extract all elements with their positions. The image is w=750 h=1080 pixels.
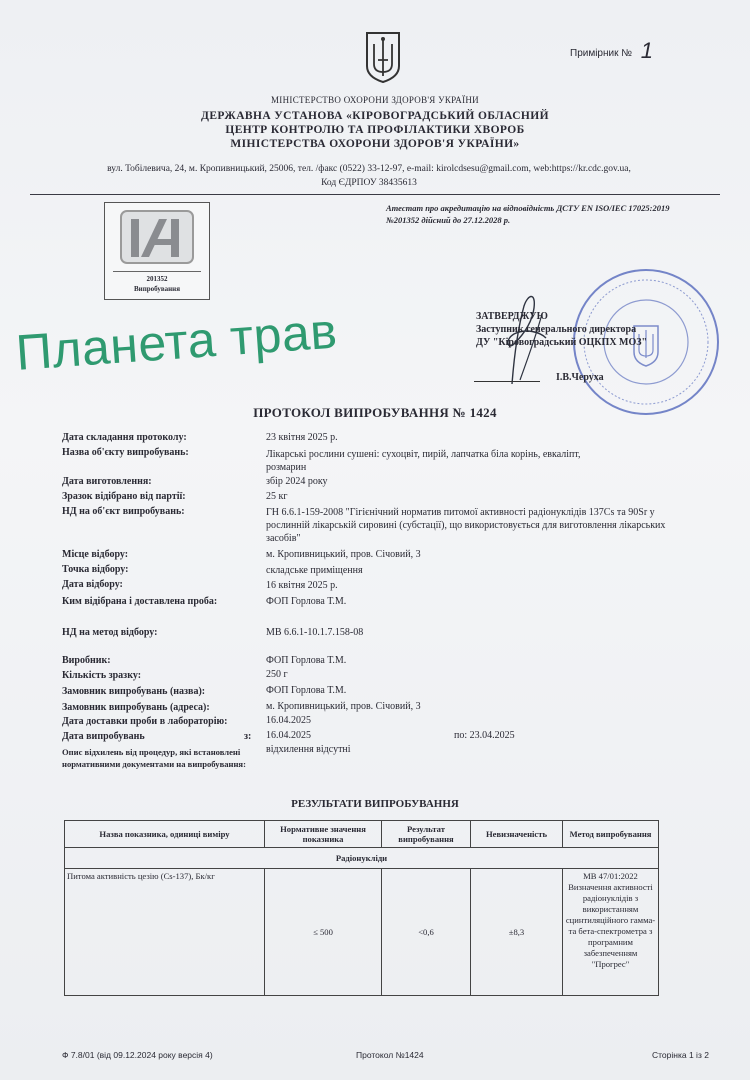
field-label: НД на об'єкт випробувань: xyxy=(62,506,185,517)
attestation-line-2: №201352 дійсний до 27.12.2028 р. xyxy=(386,215,511,225)
field-value: 25 кг xyxy=(266,491,288,502)
field-value: ФОП Горлова Т.М. xyxy=(266,596,347,607)
edrpou-code: Код ЄДРПОУ 38435613 xyxy=(321,178,417,188)
table-header-row xyxy=(65,821,659,848)
field-label: Дата виготовлення: xyxy=(62,476,152,487)
field-value: ФОП Горлова Т.М. xyxy=(266,655,347,666)
field-label: Дата випробувань xyxy=(62,731,145,742)
address-block xyxy=(34,162,704,190)
copy-label: Примірник № xyxy=(570,48,632,59)
logo-divider xyxy=(113,271,201,272)
results-title: РЕЗУЛЬТАТИ ВИПРОБУВАННЯ xyxy=(291,798,459,810)
field-label: НД на метод відбору: xyxy=(62,627,158,638)
approval-block xyxy=(476,310,647,349)
watermark-text: Планета трав xyxy=(14,302,339,381)
header-divider xyxy=(30,194,720,195)
field-label: Замовник випробувань (назва): xyxy=(62,686,206,697)
test-date-to-value: 23.04.2025 xyxy=(469,730,515,741)
field-value: відхилення відсутні xyxy=(266,744,351,755)
cell-method xyxy=(563,869,659,996)
attestation-text xyxy=(386,202,716,226)
copy-number xyxy=(570,36,653,62)
cell-norm: ≤ 500 xyxy=(265,869,382,996)
test-date-from-suffix: з: xyxy=(244,731,252,742)
column-header: Невизначеність xyxy=(471,821,563,848)
ministry-line: МІНІСТЕРСТВО ОХОРОНИ ЗДОРОВ'Я УКРАЇНИ xyxy=(271,95,479,105)
field-value: м. Кропивницький, пров. Січовий, 3 xyxy=(266,549,421,560)
table-row xyxy=(65,869,659,996)
copy-number-value: 1 xyxy=(640,38,654,63)
field-label: Кількість зразку: xyxy=(62,670,142,681)
cell-uncertainty: ±8,3 xyxy=(471,869,563,996)
footer-protocol: Протокол №1424 xyxy=(356,1050,424,1060)
field-value: 16.04.2025 xyxy=(266,715,311,726)
field-label: Ким відібрана і доставлена проба: xyxy=(62,596,218,607)
field-value: м. Кропивницький, пров. Січовий, 3 xyxy=(266,701,421,712)
logo-number: 201352 xyxy=(146,275,168,283)
method-code: МВ 47/01:2022 xyxy=(583,871,638,881)
logo-label: Випробування xyxy=(134,285,180,293)
column-header: Метод випробування xyxy=(563,821,659,848)
field-label: Зразок відібрано від партії: xyxy=(62,491,186,502)
field-value: 16 квітня 2025 р. xyxy=(266,580,338,591)
footer-form: Ф 7.8/01 (від 09.12.2024 року версія 4) xyxy=(62,1050,213,1060)
approval-title: ЗАТВЕРДЖУЮ xyxy=(476,311,548,322)
field-value: збір 2024 року xyxy=(266,476,328,487)
field-value: ФОП Горлова Т.М. xyxy=(266,685,347,696)
field-label: Дата відбору: xyxy=(62,579,123,590)
table-section-row xyxy=(65,848,659,869)
org-name-line-2: ЦЕНТР КОНТРОЛЮ ТА ПРОФІЛАКТИКИ ХВОРОБ xyxy=(225,124,525,136)
column-header: Назва показника, одиниці виміру xyxy=(65,821,265,848)
approval-position: Заступник генерального директора xyxy=(476,324,637,335)
field-label: Дата складання протоколу: xyxy=(62,432,187,443)
test-date-to-label: по: xyxy=(454,730,468,741)
field-label: Місце відбору: xyxy=(62,549,129,560)
column-header: Результат випробування xyxy=(382,821,471,848)
cell-result: <0,6 xyxy=(382,869,471,996)
field-label: Виробник: xyxy=(62,655,111,666)
field-value: складське приміщення xyxy=(266,565,363,576)
column-header: Нормативне значення показника xyxy=(265,821,382,848)
field-value: 16.04.2025 xyxy=(266,730,311,741)
test-date-to xyxy=(454,730,515,742)
org-name-line-1: ДЕРЖАВНА УСТАНОВА «КІРОВОГРАДСЬКИЙ ОБЛАСНИЙ xyxy=(201,110,549,122)
field-value: 23 квітня 2025 р. xyxy=(266,432,338,443)
org-name-line-3: МІНІСТЕРСТВА ОХОРОНИ ЗДОРОВ'Я УКРАЇНИ» xyxy=(230,138,520,150)
field-value: 250 г xyxy=(266,669,288,680)
coat-of-arms-icon xyxy=(364,30,402,84)
field-label: Дата доставки проби в лабораторію: xyxy=(62,716,228,727)
method-description: Визначення активності радіонуклідів з використанням сцинтиляційного гамма- та бета-спектрометра з програмним забезпеченням "Прогрес" xyxy=(565,882,656,969)
footer-page: Сторінка 1 із 2 xyxy=(652,1050,709,1060)
signature-line xyxy=(474,381,540,382)
field-label: Замовник випробувань (адреса): xyxy=(62,702,210,713)
protocol-title: ПРОТОКОЛ ВИПРОБУВАННЯ № 1424 xyxy=(253,405,497,420)
results-table xyxy=(64,820,659,996)
field-value: ГН 6.6.1-159-2008 "Гігієнічний норматив питомої активності радіонуклідів 137Cs та 90Sr у рослинній лікарській сировині (субстації), що використовується для виготовлення лікарських засобів" xyxy=(266,507,666,544)
approval-organization: ДУ "Кіровоградський ОЦКПХ МОЗ" xyxy=(476,337,648,348)
signer-name: І.В.Черуха xyxy=(556,372,604,383)
field-label: Назва об'єкту випробувань: xyxy=(62,447,189,458)
field-label: Опис відхилень від процедур, які встановлені нормативними документами на випробування: xyxy=(62,747,246,769)
cell-indicator-name: Питома активність цезію (Cs-137), Бк/кг xyxy=(65,869,265,996)
field-label: Точка відбору: xyxy=(62,564,129,575)
accreditation-logo xyxy=(104,202,210,300)
attestation-line-1: Атестат про акредитацію на відповідність ДСТУ EN ISO/IEC 17025:2019 xyxy=(386,203,670,213)
address-line: вул. Тобілевича, 24, м. Кропивницький, 25006, тел. /факс (0522) 33-12-97, e-mail: kirolcdsesu@gmail.com, web:https://kr.cdc.gov.ua, xyxy=(107,164,631,174)
field-value: МВ 6.6.1-10.1.7.158-08 xyxy=(266,627,364,638)
field-value: Лікарські рослини сушені: сухоцвіт, пирій, лапчатка біла корінь, евкаліпт, розмарин xyxy=(266,449,581,473)
ilac-mark-icon xyxy=(119,209,195,265)
section-label: Радіонукліди xyxy=(65,848,659,869)
